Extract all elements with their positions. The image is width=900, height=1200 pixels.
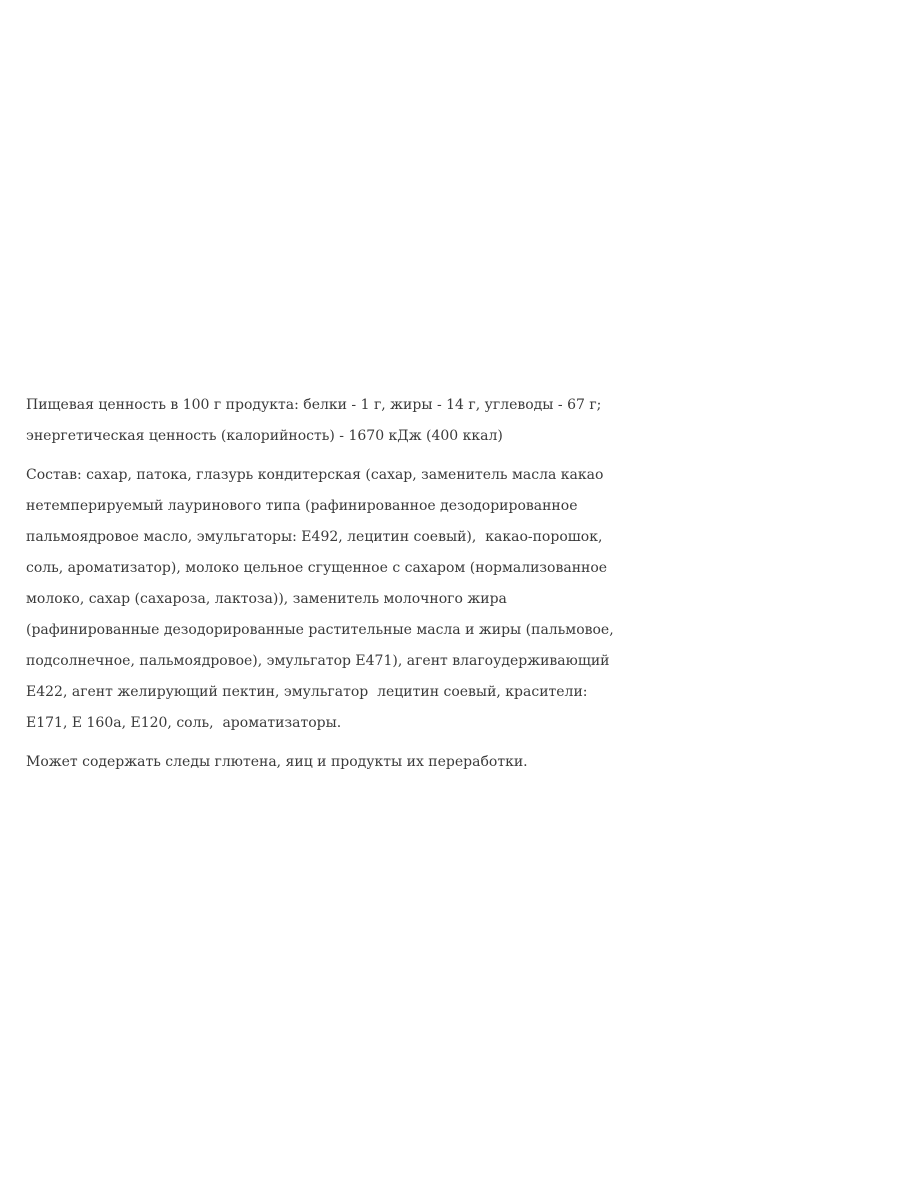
composition-line: (рафинированные дезодорированные растительные масла и жиры (пальмовое, xyxy=(26,622,614,638)
composition-paragraph xyxy=(26,460,876,739)
composition-line: молоко, сахар (сахароза, лактоза)), заменитель молочного жира xyxy=(26,591,507,607)
composition-line: соль, ароматизатор), молоко цельное сгущенное с сахаром (нормализованное xyxy=(26,560,608,576)
nutrition-line: Пищевая ценность в 100 г продукта: белки - 1 г, жиры - 14 г, углеводы - 67 г; xyxy=(26,397,602,413)
product-info-text xyxy=(26,390,876,786)
composition-line: Е422, агент желирующий пектин, эмульгатор лецитин соевый, красители: xyxy=(26,684,588,700)
composition-line: Е171, Е 160а, Е120, соль, ароматизаторы. xyxy=(26,715,342,731)
composition-line: пальмоядровое масло, эмульгаторы: Е492, лецитин соевый), какао-порошок, xyxy=(26,529,603,545)
composition-line: подсолнечное, пальмоядровое), эмульгатор Е471), агент влагоудерживающий xyxy=(26,653,610,669)
composition-line: Состав: сахар, патока, глазурь кондитерская (сахар, заменитель масла какао xyxy=(26,467,604,483)
allergen-line: Может содержать следы глютена, яиц и продукты их переработки. xyxy=(26,754,528,770)
nutrition-line: энергетическая ценность (калорийность) - 1670 кДж (400 ккал) xyxy=(26,428,503,444)
nutrition-value-paragraph xyxy=(26,390,876,452)
composition-line: нетемперируемый лауринового типа (рафинированное дезодорированное xyxy=(26,498,578,514)
allergen-warning-paragraph xyxy=(26,747,876,778)
